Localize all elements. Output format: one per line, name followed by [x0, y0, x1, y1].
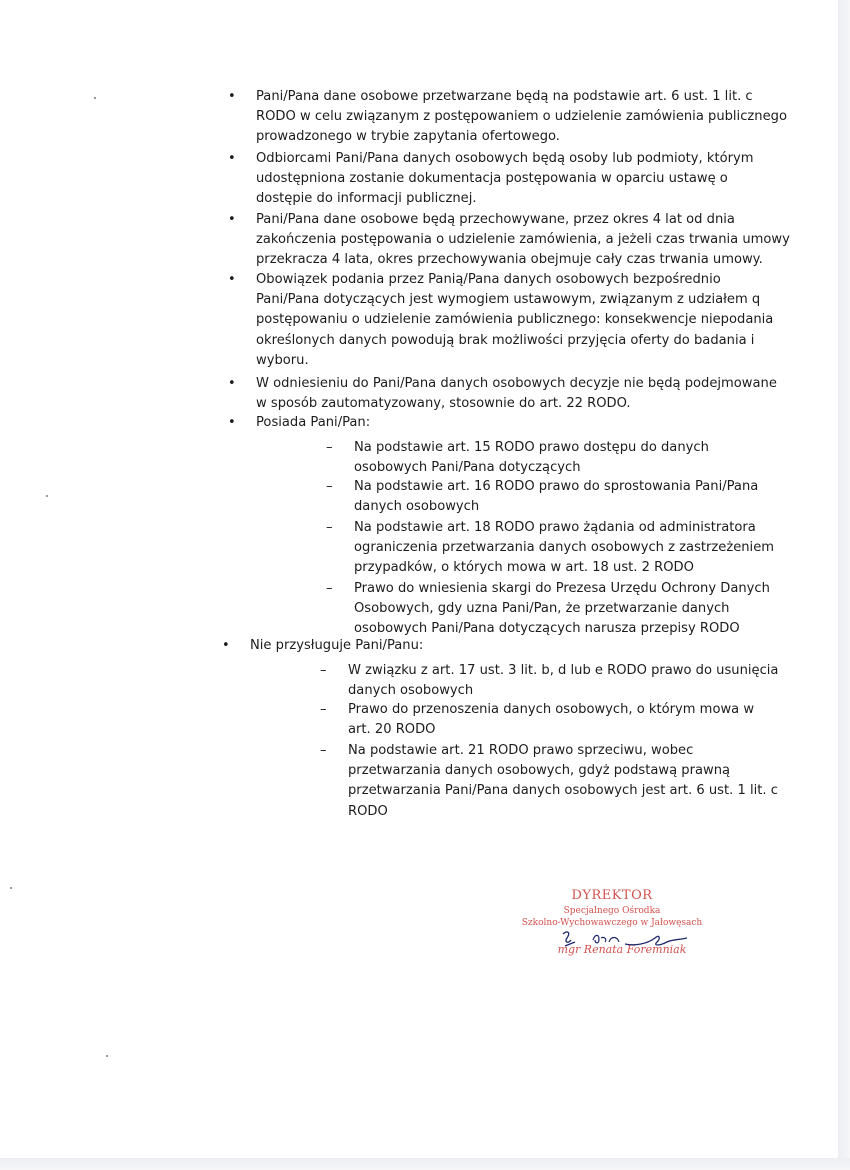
text-line: przetwarzania Pani/Pana danych osobowych jest art. 6 ust. 1 lit. c: [348, 783, 778, 799]
bullet-item: [256, 374, 777, 414]
text-line: Pani/Pana dotyczących jest wymogiem ustawowym, związanym z udziałem q: [256, 292, 761, 308]
rights-item: [348, 741, 778, 822]
stamp-institution-line: Szkolno-Wychowawczego w Jałowęsach: [521, 918, 703, 928]
text-line: wyboru.: [256, 352, 309, 368]
text-line: postępowaniu o udzielenie zamówienia publicznego: konsekwencje niepodania: [256, 312, 774, 328]
text-line: • Nie przysługuje Pani/Panu:: [250, 638, 424, 653]
text-line: – Prawo do wniesienia skargi do Prezesa Urzędu Ochrony Danych: [354, 581, 770, 596]
text-line: • Pani/Pana dane osobowe będą przechowywane, przez okres 4 lat od dnia: [256, 212, 735, 227]
text-line: – Na podstawie art. 21 RODO prawo sprzeciwu, wobec: [348, 743, 694, 758]
stamp-institution-line: Specjalnego Ośrodka: [563, 906, 661, 916]
rights-item: [354, 477, 764, 517]
bullet-item: [256, 87, 787, 148]
text-line: – Prawo do przenoszenia danych osobowych, o którym mowa w: [348, 702, 755, 717]
text-line: Osobowych, gdy uzna Pani/Pan, że przetwarzanie danych: [354, 601, 730, 617]
text-line: RODO: [348, 803, 388, 819]
bullet-item: [256, 270, 774, 371]
rights-item: [348, 661, 779, 701]
text-line: udostępniona zostanie dokumentacja postępowania w oparciu ustawę o: [256, 171, 728, 187]
rights-item: [354, 579, 770, 640]
text-line: – Na podstawie art. 16 RODO prawo do sprostowania Pani/Pana: [354, 479, 759, 494]
scan-speck: [94, 97, 96, 99]
text-line: określonych danych powodują brak możliwości przyjęcia oferty do badania i: [256, 332, 755, 348]
text-line: danych osobowych: [354, 499, 480, 515]
text-line: przypadków, o których mowa w art. 18 ust. 2 RODO: [354, 560, 694, 576]
text-line: przetwarzania danych osobowych, gdyż podstawą prawną: [348, 763, 731, 779]
scan-speck: [106, 1055, 108, 1057]
bullet-item: [256, 210, 790, 271]
bullet-item: [256, 149, 766, 210]
text-line: RODO w celu związanym z postępowaniem o udzielenie zamówienia publicznego: [256, 109, 787, 125]
text-line: ograniczenia przetwarzania danych osobowych z zastrzeżeniem: [354, 540, 775, 556]
scan-edge: [838, 0, 850, 1170]
text-line: • Odbiorcami Pani/Pana danych osobowych będą osoby lub podmioty, którym: [256, 151, 754, 166]
text-line: – Na podstawie art. 18 RODO prawo żądania od administratora: [354, 520, 756, 535]
text-line: dostępie do informacji publicznej.: [256, 191, 477, 207]
rights-item: [354, 518, 775, 579]
text-line: art. 20 RODO: [348, 722, 436, 738]
text-line: osobowych Pani/Pana dotyczących: [354, 460, 581, 476]
stamp-name: mgr Renata Foremniak: [557, 943, 687, 956]
text-line: w sposób zautomatyzowany, stosownie do art. 22 RODO.: [256, 396, 631, 412]
text-line: • Obowiązek podania przez Panią/Pana danych osobowych bezpośrednio: [256, 272, 721, 287]
scan-speck: [10, 887, 12, 889]
stamp-title: DYREKTOR: [571, 888, 653, 903]
text-line: • Pani/Pana dane osobowe przetwarzane będą na podstawie art. 6 ust. 1 lit. c: [256, 89, 753, 104]
scan-speck: [46, 495, 48, 497]
text-line: • Posiada Pani/Pan:: [256, 415, 371, 430]
text-line: • W odniesieniu do Pani/Pana danych osobowych decyzje nie będą podejmowane: [256, 376, 777, 391]
handwritten-signature-icon: [555, 924, 695, 958]
text-line: przekracza 4 lata, okres przechowywania obejmuje cały czas trwania umowy.: [256, 252, 763, 268]
rights-item: [354, 438, 764, 478]
rights-item: [348, 700, 758, 740]
scan-edge: [0, 1158, 850, 1170]
bullet-item: [256, 413, 766, 433]
text-line: zakończenia postępowania o udzielenie zamówienia, a jeżeli czas trwania umowy: [256, 232, 790, 248]
bullet-item: [250, 636, 760, 656]
text-line: osobowych Pani/Pana dotyczących narusza przepisy RODO: [354, 621, 740, 637]
text-line: – Na podstawie art. 15 RODO prawo dostępu do danych: [354, 440, 709, 455]
text-line: prowadzonego w trybie zapytania ofertowego.: [256, 129, 560, 145]
text-line: – W związku z art. 17 ust. 3 lit. b, d lub e RODO prawo do usunięcia: [348, 663, 779, 678]
text-line: danych osobowych: [348, 683, 474, 699]
